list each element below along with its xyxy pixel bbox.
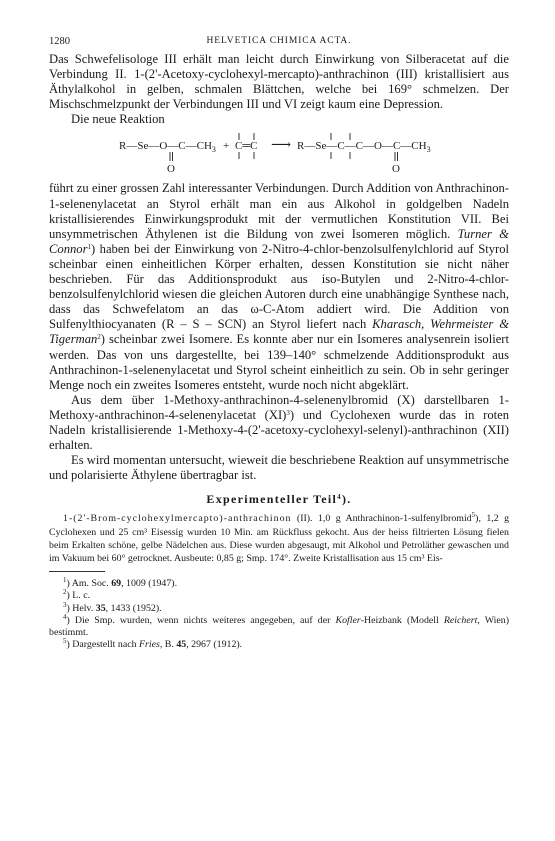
paragraph-2: Die neue Reaktion xyxy=(71,112,165,127)
footnote-divider xyxy=(49,571,105,572)
paragraph-1: Das Schwefelisologe III erhält man leicht durch Einwirkung von Silberacetat auf die Verbindung II. 1-(2'-Acetoxy-cyclohexyl-mercapto)-anthrachinon (III) kristallisiert aus Äthylalkohol in gelben, schmalen Blättchen, welche bei 169° schmelzen. Der Mischschmelzpunkt der Verbindungen III und VI zeigt kaum eine Depression. xyxy=(49,52,509,112)
reaction-arrow: ⟶ xyxy=(271,138,292,154)
paragraph-5: Es wird momentan untersucht, wieweit die beschriebene Reaktion auf unsymmetrische und polarisierte Äthylene übertragbar ist. xyxy=(49,453,509,483)
paragraph-4: Aus dem über 1-Methoxy-anthrachinon-4-selenenylbromid (X) darstellbaren 1-Methoxy-anthrachinon-4-selenenylacetat (XI)$^3$) und Cyclohexen wurde das in roten Nadeln kristallisierende 1-Methoxy-4-(2'-acetoxy-cyclohexyl-selenyl)-anthrachinon (XII) erhalten. xyxy=(49,392,510,453)
footnote-5: $^5$) Dargestellt nach Fries, B. 45, 2967 (1912). xyxy=(63,637,243,651)
footnote-ref: 4 xyxy=(337,493,342,502)
section-heading: Experimenteller Teil$^4$). xyxy=(206,492,352,507)
footnote-ref: 3 xyxy=(286,408,290,417)
footnote-2: $^2$) L. c. xyxy=(63,588,91,602)
author-citation: Kharasch, Wehrmeister & Tigerman xyxy=(49,317,510,347)
running-header xyxy=(49,36,509,52)
reactant-alkene: C═C xyxy=(235,140,258,153)
paragraph-3: führt zu einer grossen Zahl interessanter Verbindungen. Durch Addition von Anthrachinon-1-selenenylacetat an Styrol erhält man ein aus Alkohol in goldgelben Nadeln kristallisierendes Einwirkungsprodukt mit der vermutlichen Konstitution VII. Bei unsymmetrischen Äthylenen ist die Bildung von zwei Isomeren möglich. Turner & Connor$^1$) haben bei der Einwirkung von 2-Nitro-4-chlor-benzolsulfenylchlorid auf Styrol scheinbar einen einheitlichen Körper erhalten, dessen Konstitution sie nicht näher beschrieben. Für das Additionsprodukt aus iso-Butylen und 2-Nitro-4-chlor-benzolsulfenylchlorid wiesen die gleichen Autoren durch eine unabhängige Synthese nach, dass das Schwefelatom an das ω-C-Atom addiert wird. Die Addition von Sulfenylthiocyanaten (R – S – SCN) an Styrol liefert nach Kharasch, Wehrmeister & Tigerman$^2$) scheinbar zwei Isomere. Es konnte aber nur ein Isomeres analysenrein isoliert werden. Das von uns dargestellte, bei 139–140° schmelzende Additionsprodukt aus Anthrachinon-1-selenenylacetat und Styrol scheint einheitlich zu sein. Ob in sehr geringer Menge noch ein zweites Isomeres entsteht, wurde noch nicht abgeklärt. xyxy=(49,181,510,392)
reactant-ester: $R—Se—O—C—CH_3$ xyxy=(119,140,216,155)
page xyxy=(49,36,509,651)
page-number: 1280 xyxy=(49,36,70,47)
carbonyl-oxygen: O xyxy=(392,163,400,176)
carbonyl-oxygen: O xyxy=(167,163,175,176)
plus-sign: + xyxy=(223,140,230,153)
footnote-1: $^1$) Am. Soc. 69, 1009 (1947). xyxy=(63,576,178,590)
experimental-paragraph: 1-(2'-Brom-cyclohexylmercapto)-anthrachinon (II). 1,0 g Anthrachinon-1-sulfenylbromid$^5$), 1,2 g Cyclohexen und 25 cm³ Eisessig wurden 10 Min. am Rückfluss gekocht. Aus der heiss filtrierten Lösung fielen beim Erkalten schöne, gelbe Nädelchen aus. Diese wurden abgesaugt, mit Alkohol und Petroläther gewaschen und im Vakuum bei 60° getrocknet. Ausbeute: 0,85 g; Smp. 174°. Zweite Kristallisation aus 15 cm³ Eis- xyxy=(49,511,509,564)
footnote-ref: 5 xyxy=(471,511,476,520)
footnote-ref: 1 xyxy=(87,242,91,251)
compound-title: 1-(2'-Brom-cyclohexylmercapto)-anthrachinon xyxy=(63,513,292,525)
footnote-4: $^4$) Die Smp. wurden, wenn nichts weiteres angegeben, auf der Kofler-Heizbank (Modell Reichert, Wien) bestimmt. xyxy=(49,612,510,638)
footnote-3: $^3$) Helv. 35, 1433 (1952). xyxy=(63,600,162,614)
reaction-scheme xyxy=(49,129,509,177)
author-citation: Turner & Connor xyxy=(49,226,509,256)
journal-title: HELVETICA CHIMICA ACTA. xyxy=(206,36,352,46)
product-formula: $R—Se—C—C—O—C—CH_3$ xyxy=(297,140,431,155)
footnote-ref: 2 xyxy=(97,333,101,342)
